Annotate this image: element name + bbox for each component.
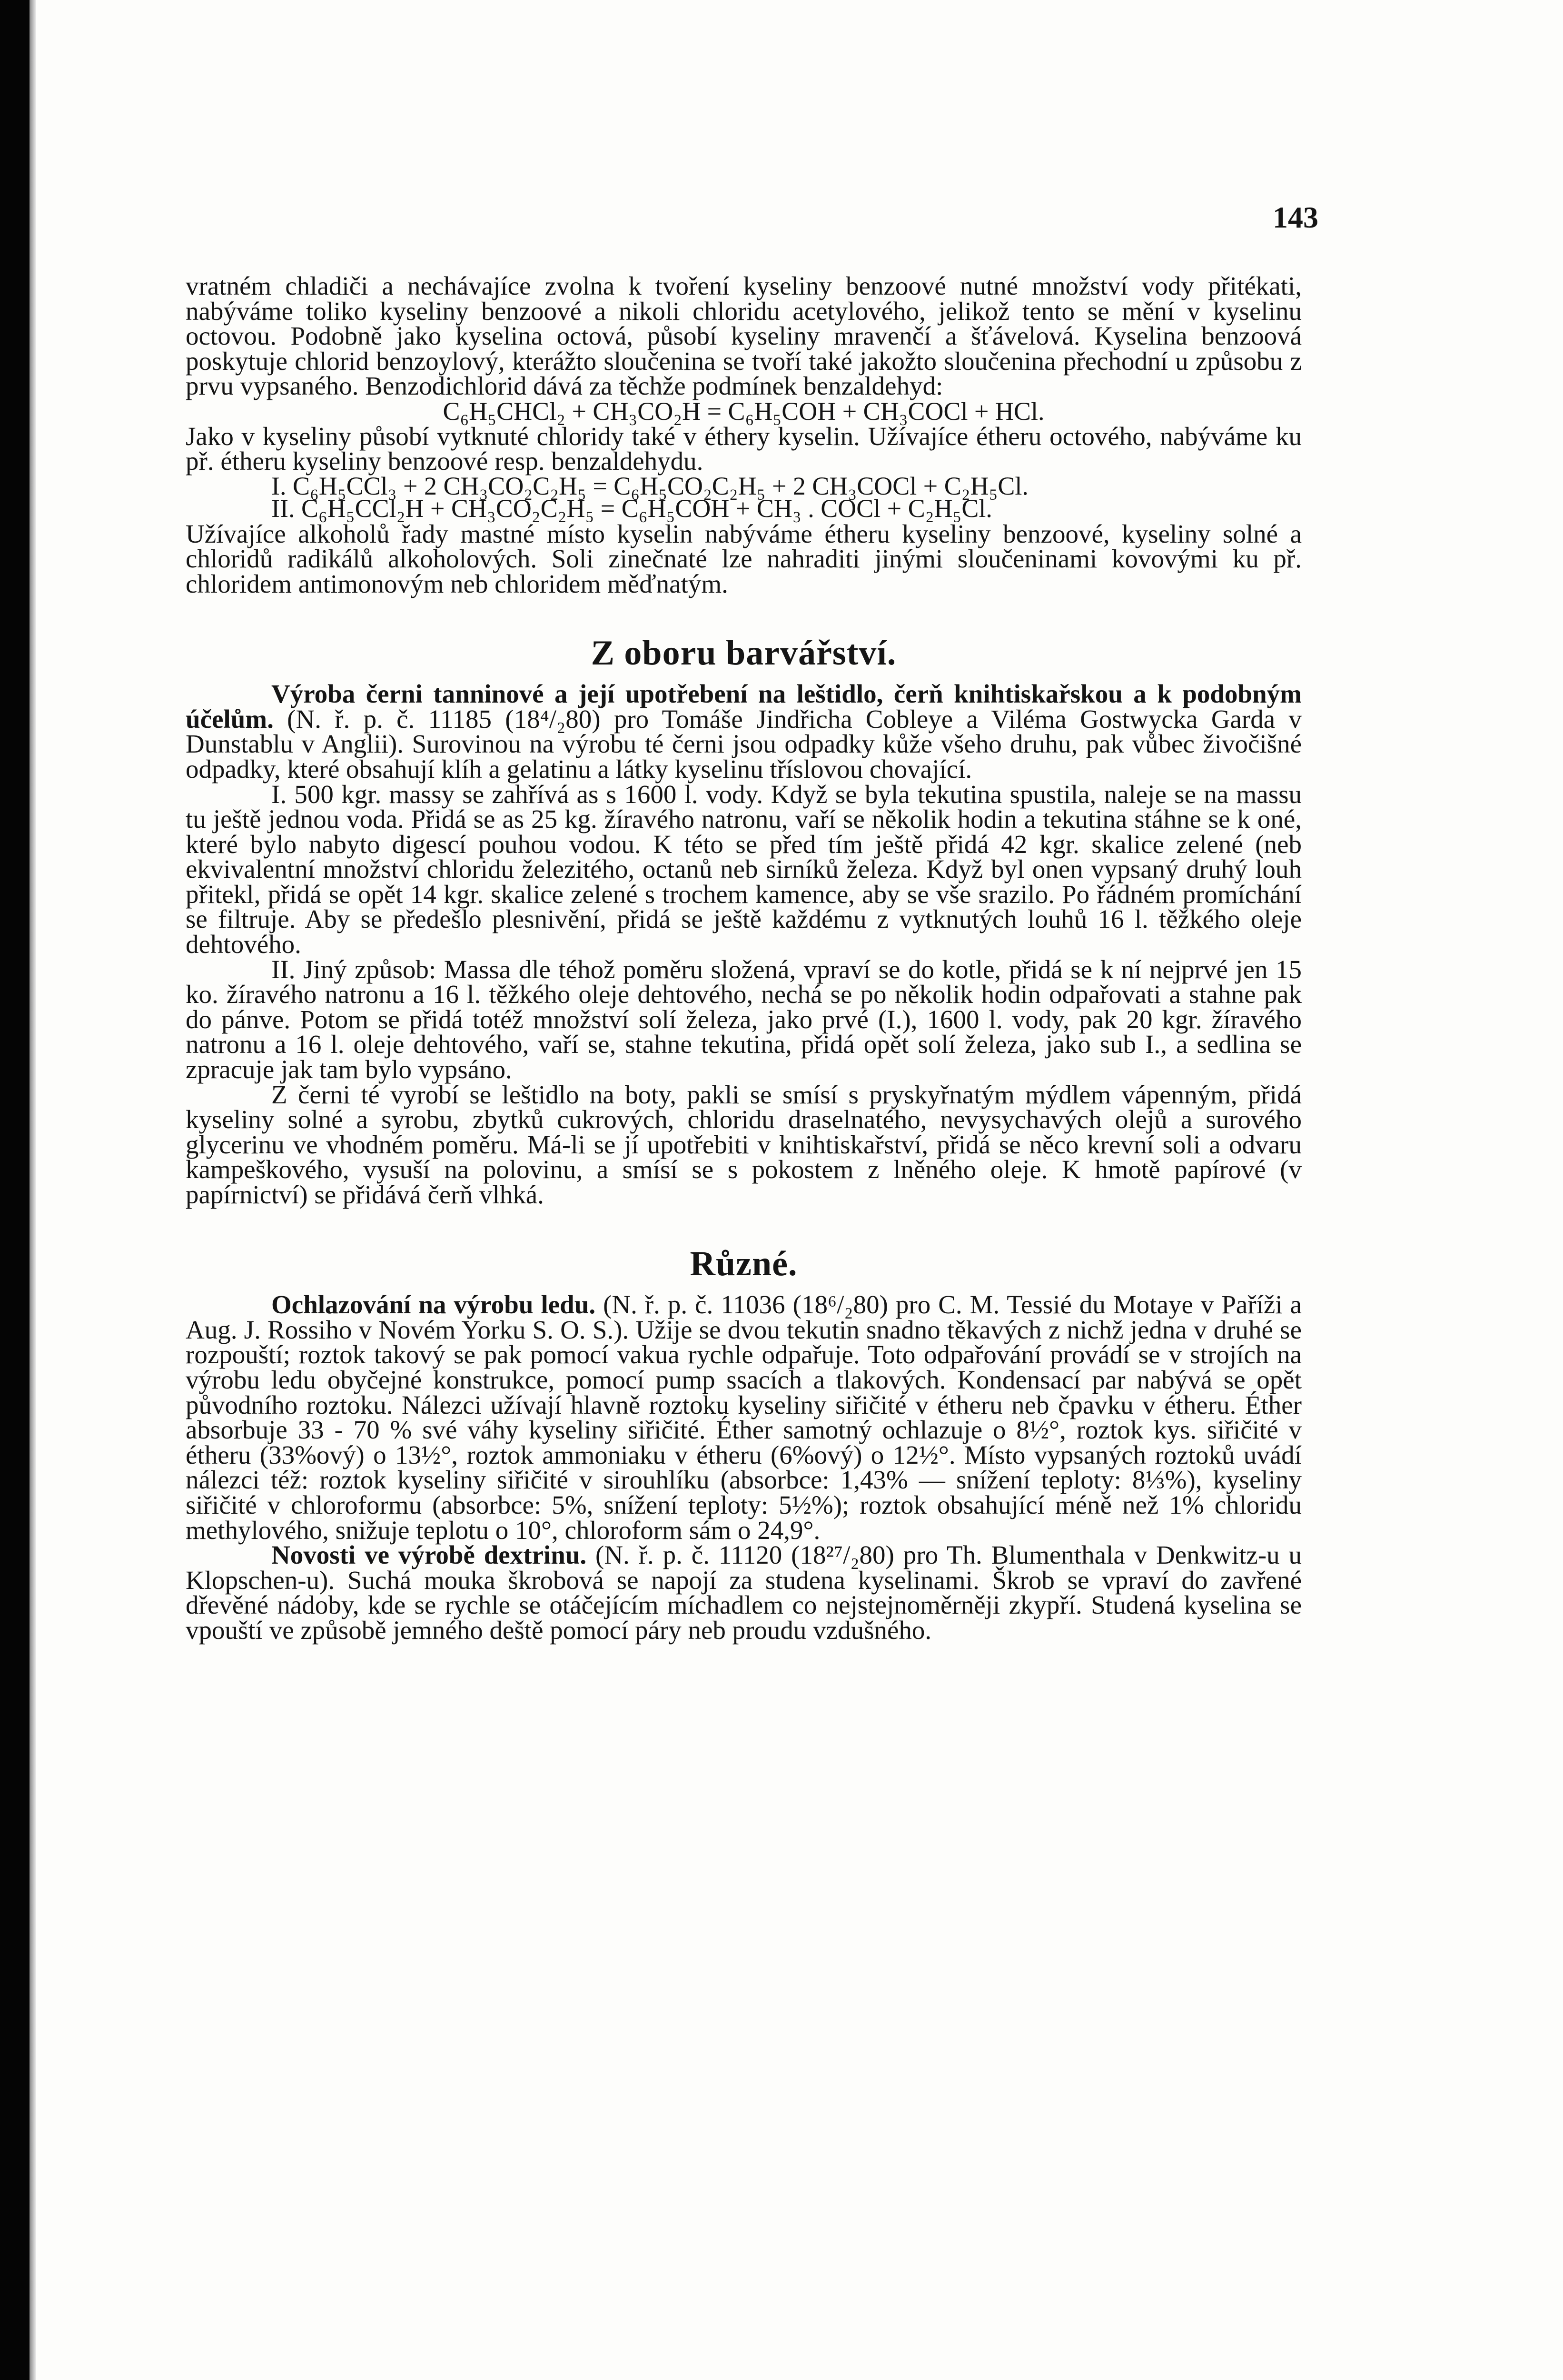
paragraph: I. 500 kgr. massy se zahřívá as s 1600 l. vody. Když se byla tekutina spustila, naleje se na massu tu ještě jednou voda. Přidá se as 25 kg. žíravého natronu, vaří se několik hodin a tekutina stáhne se k oné, které bylo nabyto digescí pouhou vodou. K této se před tím ještě přidá 42 kgr. skalice zelené (neb ekvivalentní množství chloridu železitého, octanů neb sirníků železa. Když byl onen vypsaný druhý louh přitekl, přidá se opět 14 kgr. skalice zelené s trochem kamence, aby se vše srazilo. Po řádném promíchání se filtruje. Aby se předešlo plesnivění, přidá se ještě každému z vytknutých louhů 16 l. těžkého oleje dehtového. <box>186 779 1302 959</box>
paragraph: vratném chladiči a nechávajíce zvolna k tvoření kyseliny benzoové nutné množství vody přitékati, nabýváme toliko kyseliny benzoové a nikoli chloridu acetylového, jelikož tento se mění v kyselinu octovou. Podobně jako kyselina octová, působí kyseliny mravenčí a šťávelová. Kyselina benzoová poskytuje chlorid benzoylový, kterážto sloučenina se tvoří také jakožto sloučenina přechodní u způsobu z prvu vypsaného. Benzodichlorid dává za těchže podmínek benzaldehyd: <box>186 271 1302 401</box>
formula-block <box>271 471 1302 523</box>
chemical-formula: C₆H₅CHCl₂ + CH₃CO₂H = C₆H₅COH + CH₃COCl + HCl. <box>443 397 1045 426</box>
paragraph: II. Jiný způsob: Massa dle téhož poměru složená, vpraví se do kotle, přidá se k ní nejprvé jen 15 ko. žíravého natronu a 16 l. těžkého oleje dehtového, nechá se po několik hodin odpařovati a stahne pak do pánve. Potom se přidá totéž množství solí železa, jako prvé (I.), 1600 l. vody, pak 20 kgr. žíravého natronu a 16 l. oleje dehtového, vaří se, stahne tekutina, přidá opět solí železa, jako sub I., a sedlina se zpracuje jak tam bylo vypsáno. <box>186 954 1302 1084</box>
paragraph: Užívajíce alkoholů řady mastné místo kyselin nabýváme étheru kyseliny benzoové, kyseliny solné a chloridů radikálů alkoholových. Soli zinečnaté lze nahraditi jinými sloučeninami kovovými ku př. chloridem antimonovým neb chloridem měďnatým. <box>186 519 1302 598</box>
article-title: Novosti ve výrobě dextrinu. <box>271 1540 587 1570</box>
article-entry <box>186 679 1302 783</box>
scan-edge-shadow <box>30 0 36 2380</box>
article-entry <box>186 1540 1302 1645</box>
scan-edge <box>0 0 30 2380</box>
article-title: Ochlazování na výrobu ledu. <box>271 1290 596 1319</box>
article-entry <box>186 1292 1302 1543</box>
paragraph: Jako v kyseliny působí vytknuté chloridy také v éthery kyselin. Užívajíce étheru octového, nabýváme ku př. étheru kyseliny benzoové resp. benzaldehydu. <box>186 421 1302 476</box>
chemical-formula: I. C₆H₅CCl₃ + 2 CH₃CO₂C₂H₅ = C₆H₅CO₂C₂H₅ + 2 CH₃COCl + C₂H₅Cl. <box>271 471 1029 500</box>
article-text: (N. ř. p. č. 11185 (18⁴/₂80) pro Tomáše Jindřicha Cobleye a Viléma Gostwycka Garda v Dunstablu v Anglii). Surovinou na výrobu té černi jsou odpadky kůže všeho druhu, pak vůbec živočišné odpadky, které obsahují klíh a gelatinu a látky kyselinu tříslovou chovající. <box>186 704 1302 783</box>
page-number: 143 <box>1273 200 1318 234</box>
section-heading: Různé. <box>690 1244 798 1283</box>
article-text: (N. ř. p. č. 11036 (18⁶/₂80) pro C. M. Tessié du Motaye v Paříži a Aug. J. Rossiho v Novém Yorku S. O. S.). Užije se dvou tekutin snadno těkavých z nichž jedna v druhé se rozpouští; roztok takový se pak pomocí vakua rychle odpařuje. Toto odpařování provádí se v strojích na výrobu ledu obyčejné konstrukce, pomocí pump ssacích a tlakových. Kondensací par nabývá se opět původního roztoku. Nálezci užívají hlavně roztoku kyseliny siřičité v étheru neb čpavku v étheru. Éther absorbuje 33 - 70 % své váhy kyseliny siřičité. Éther samotný ochlazuje o 8½°, roztok kys. siřičité v étheru (33%ový) o 13½°, roztok ammoniaku v étheru (6%ový) o 12½°. Místo vypsaných roztoků uvádí nálezci též: roztok kyseliny siřičité v sirouhlíku (absorbce: 1,43% — snížení teploty: 8⅓%), kyseliny siřičité v chloroformu (absorbce: 5%, snížení teploty: 5½%); roztok obsahující méně než 1% chloridu methylového, snižuje teplotu o 10°, chloroform sám o 24,9°. <box>186 1290 1302 1545</box>
paragraph: Z černi té vyrobí se leštidlo na boty, pakli se smísí s pryskyřnatým mýdlem vápenným, přidá kyseliny solné a syrobu, zbytků cukrových, chloridu draselnatého, nevysychavých olejů a surového glycerinu ve vhodném poměru. Má-li se jí upotřebiti v knihtiskařství, přidá se něco krevní soli a odvaru kampeškového, vysuší na polovinu, a smísí se s pokostem z lněného oleje. K hmotě papírové (v papírnictví) se přidává čerň vlhká. <box>186 1080 1302 1209</box>
page-body <box>186 271 1302 1645</box>
chemical-formula: II. C₆H₅CCl₂H + CH₃CO₂C₂H₅ = C₆H₅COH + CH₃ . COCl + C₂H₅Cl. <box>271 494 992 523</box>
article-text: (N. ř. p. č. 11120 (18²⁷/₂80) pro Th. Blumenthala v Denkwitz-u u Klopschen-u). Suchá mouka škrobová se napojí za studena kyselinami. Škrob se vpraví do zavřené dřevěné nádoby, kde se rychle se otáčejícím míchadlem co nejstejnoměrněji zkypří. Studená kyselina se vpouští ve způsobě jemného deště pomocí páry neb proudu vzdušného. <box>186 1540 1302 1645</box>
section-heading: Z oboru barvářství. <box>591 633 897 673</box>
article-title: Výroba černi tanninové a její upotřebení na leštidlo, čerň knihtiskařskou a k podobným účelům. <box>186 679 1302 734</box>
